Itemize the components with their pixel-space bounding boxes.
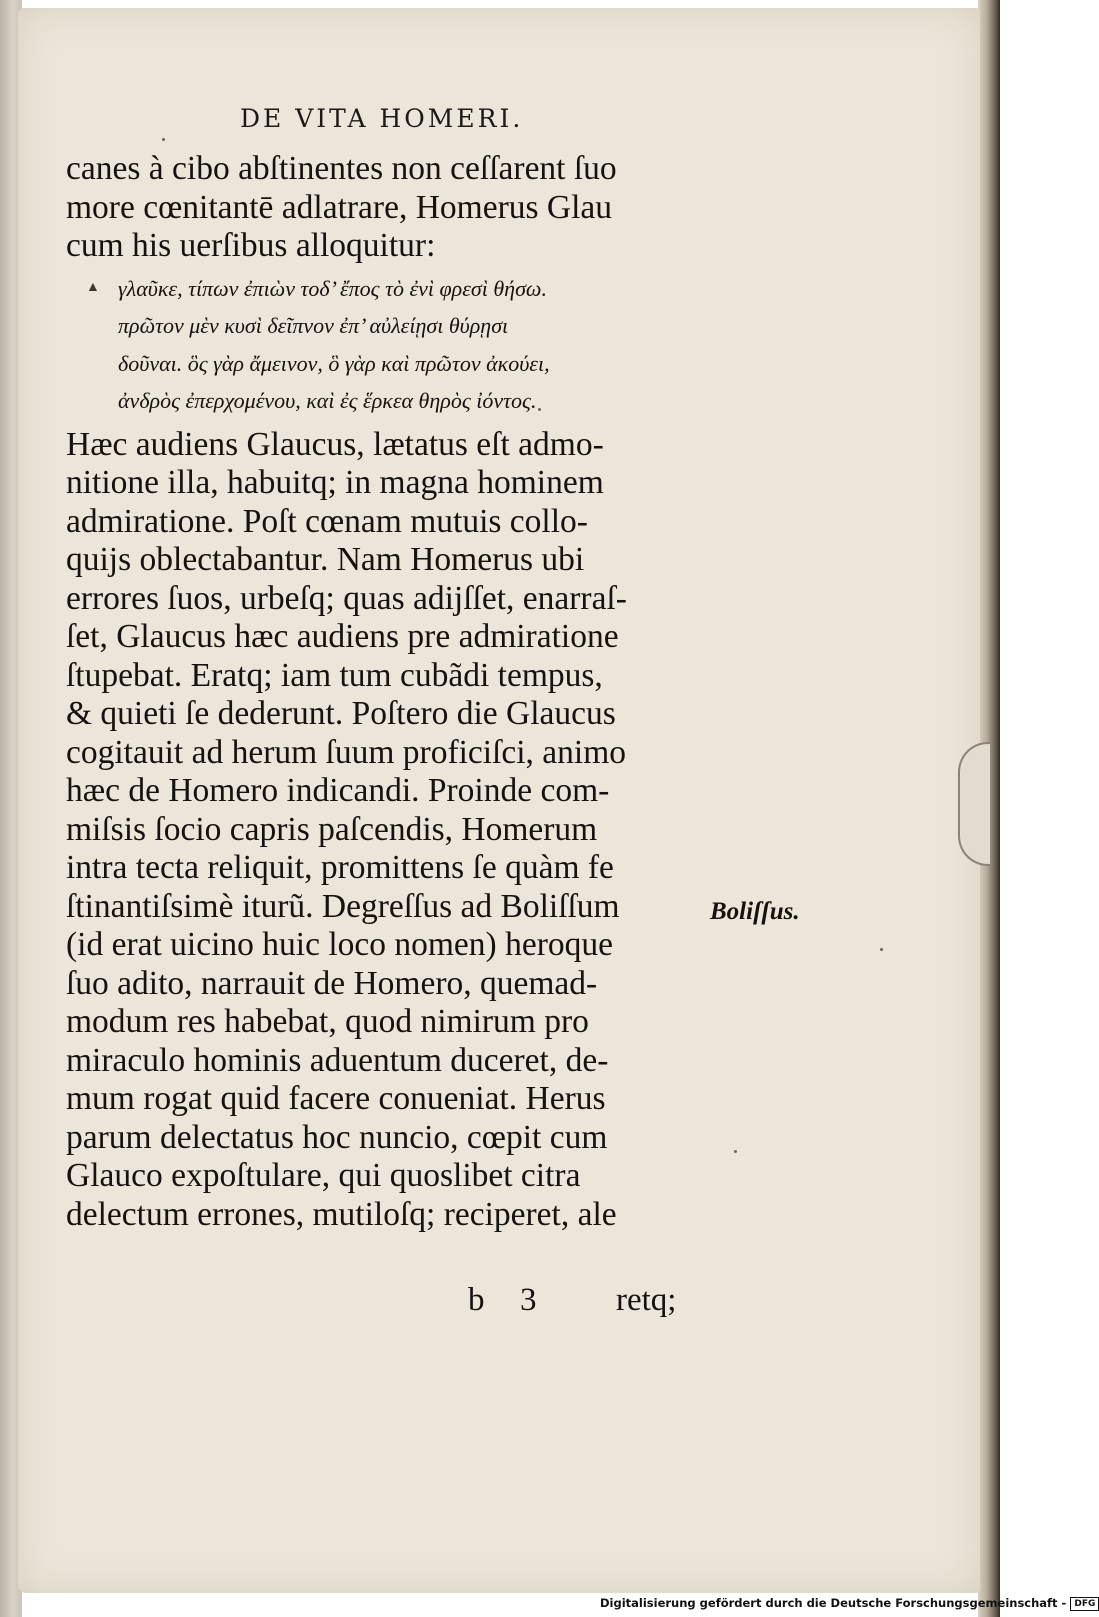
- running-head: DE VITA HOMERI.: [240, 104, 524, 133]
- text-line: cogitauit ad herum ſuum proficiſci, animo: [66, 733, 627, 771]
- text-line: delectum errones, mutiloſq; reciperet, ale: [66, 1195, 617, 1233]
- paper-speck: [734, 1150, 737, 1153]
- signature-mark: b: [468, 1282, 485, 1318]
- greek-verse-line: γλαῦκε, τίπων ἐπιὼν τοδ’ ἔπος τὸ ἐνὶ φρεσὶ θήσω.: [118, 275, 547, 301]
- text-line: hæc de Homero indicandi. Proinde com-: [66, 772, 610, 809]
- text-line: modum res habebat, quod nimirum pro: [66, 1003, 589, 1040]
- text-line: quijs oble‍ctabantur. Nam Homerus ubi: [66, 541, 585, 578]
- catchword: retq;: [616, 1282, 677, 1318]
- marginal-note: Boliſſus.: [710, 898, 800, 925]
- digitization-credit: [600, 1596, 1096, 1614]
- text-line: cum his uerſibus alloquitur:: [66, 227, 436, 264]
- greek-verse-block: [66, 266, 746, 426]
- text-line: & quieti ſe dederunt. Poſtero die Glaucus: [66, 695, 616, 732]
- greek-verse-line: δοῦναι. ὃς γὰρ ἄμεινον, ὃ γὰρ καὶ πρῶτον ἀκούει,: [118, 350, 550, 376]
- verse-marker-icon: ▲: [86, 280, 100, 295]
- text-line: admiratione. Poſt cœnam mutuis collo-: [66, 502, 588, 540]
- text-line: errores ſuos, urbeſq; quas adijſſet, enarraſ-: [66, 579, 627, 617]
- text-line: miſsis ſocio capris paſcendis, Homerum: [66, 810, 598, 848]
- text-line: ſuo adito, narrauit de Homero, quemad-: [66, 964, 598, 1002]
- paper-speck: [538, 408, 541, 411]
- text-line: canes à cibo abſtinentes non ceſſarent ſuo: [66, 150, 617, 187]
- text-line: more cœnitantē adlatrare, Homerus Glau: [66, 188, 613, 226]
- dfg-logo: DFG: [1070, 1597, 1099, 1611]
- body-text: [66, 150, 746, 1234]
- text-line: Glauco expoſtulare, qui quoslibet citra: [66, 1157, 581, 1194]
- text-line: ſtinantiſsimè iturũ. Degreſſus ad Boliſſum: [66, 887, 620, 925]
- text-line: ſtupebat. Eratq; iam tum cubãdi tempus,: [66, 656, 603, 694]
- text-line: mum rogat quid facere conueniat. Herus: [66, 1080, 606, 1117]
- text-line: Hæc audiens Glaucus, lætatus eſt admo-: [66, 425, 604, 463]
- text-line: nitione illa, habuitq; in magna hominem: [66, 464, 604, 501]
- greek-verse-line: πρῶτον μὲν κυσὶ δεῖπνον ἐπ’ αὐλείῃσι θύρῃσι: [118, 313, 509, 338]
- text-line: (id erat uicino huic loco nomen) heroque: [66, 926, 613, 963]
- leaf-number: 3: [520, 1282, 537, 1318]
- greek-verse-line: ἀνδρὸς ἐπερχομένου, καὶ ἐς ἕρκεα θηρὸς ἰόντος.: [118, 388, 537, 413]
- paper-speck: [880, 948, 883, 951]
- page-clip-tab: [958, 742, 990, 866]
- text-line: parum delectatus hoc nuncio, cœpit cum: [66, 1118, 608, 1156]
- credit-text: Digitalisierung gefördert durch die Deutsche Forschungsgemeinschaft -: [600, 1596, 1067, 1610]
- text-line: ſet, Glaucus hæc audiens pre admiratione: [66, 618, 619, 655]
- text-line: intra tecta reliquit, promittens ſe quàm fe: [66, 849, 614, 886]
- paper-speck: [162, 138, 165, 141]
- text-line: miraculo hominis aduentum duceret, de-: [66, 1041, 609, 1079]
